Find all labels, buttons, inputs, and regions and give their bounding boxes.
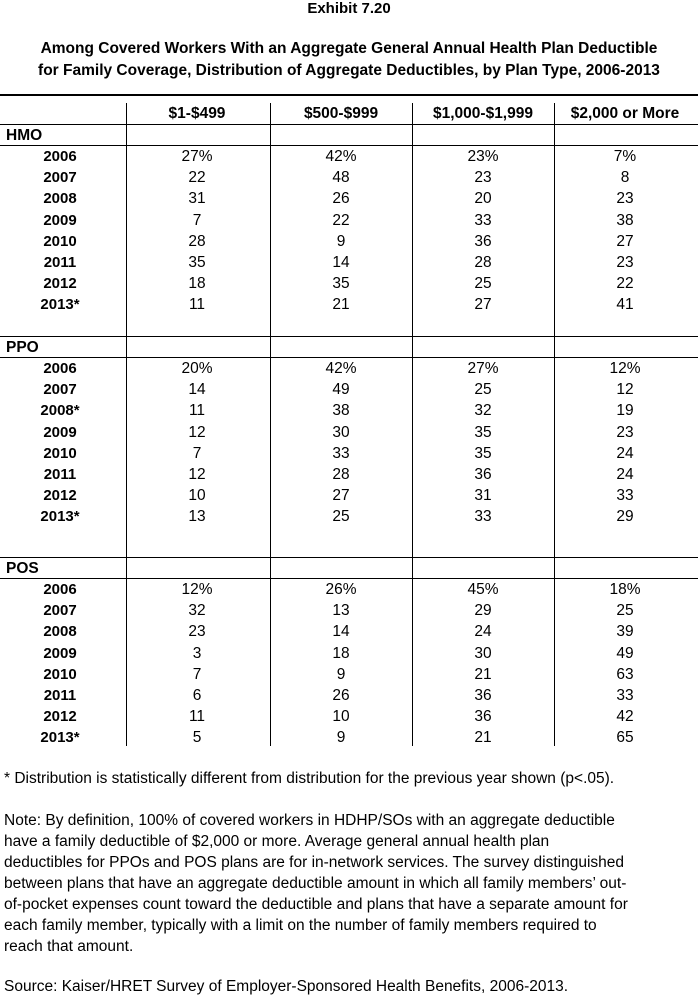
table-cell: 26% [325,581,357,598]
table-cell: 25 [474,275,492,293]
footnote: * Distribution is statistically different from distribution for the previous year shown (p<.05). [4,770,615,787]
table-cell: 49 [616,644,634,662]
table-cell: 25 [616,602,634,620]
year-label: 2010 [43,665,77,683]
table-cell: 48 [332,169,350,187]
table-cell: 36 [474,232,492,250]
year-label: 2008 [43,190,77,208]
table-cell: 18 [332,644,350,662]
table-cell: 32 [188,602,206,620]
table-cell: 33 [616,687,634,704]
year-label: 2011 [43,466,77,483]
year-label: 2007 [43,381,77,399]
grid-vline [126,103,127,125]
year-label: 2012 [43,275,77,293]
table-cell: 42% [325,360,357,377]
table-cell: 33 [474,508,492,526]
table-cell: 18 [188,275,206,293]
note-line: each family member, typically with a limit on the number of family members required to [4,917,597,934]
year-label: 2010 [43,444,77,462]
table-cell: 14 [332,623,350,641]
table-cell: 7 [192,444,202,462]
note-block [4,810,694,957]
column-header: $500-$999 [303,105,379,122]
table-cell: 22 [188,169,206,187]
table-cell: 30 [474,644,492,662]
year-label: 2009 [43,644,77,662]
table-cell: 14 [188,381,206,399]
table-cell: 31 [188,190,206,208]
table-cell: 30 [332,423,350,441]
table-cell: 23% [467,148,499,165]
table-cell: 11 [188,708,206,726]
table-cell: 38 [616,211,634,229]
table-cell: 39 [616,623,634,641]
table-cell: 23 [188,623,206,641]
table-cell: 33 [332,444,350,462]
table-cell: 27% [181,148,213,165]
table-cell: 22 [616,275,634,293]
table-cell: 28 [188,232,206,250]
table-cell: 11 [188,402,206,420]
note-line: reach that amount. [4,938,134,955]
table-cell: 8 [620,169,630,187]
table-cell: 7 [192,211,202,229]
year-label: 2009 [43,211,77,229]
table-cell: 28 [332,466,350,483]
table-cell: 10 [332,708,350,726]
table-cell: 12% [609,360,641,377]
table-cell: 22 [332,211,350,229]
table-cell: 42 [616,708,634,726]
year-label: 2011 [43,254,77,271]
note-line: of-pocket expenses count toward the deductible and plans that have a separate amount for [4,896,628,913]
year-label: 2007 [43,169,77,187]
table-cell: 24 [616,466,634,483]
plan-type-label: HMO [6,127,43,144]
note-line: have a family deductible of $2,000 or more. Average general annual health plan [4,833,550,850]
year-label: 2007 [43,602,77,620]
table-cell: 19 [616,402,634,420]
table-cell: 12 [188,423,206,441]
table-cell: 6 [192,687,202,704]
table-cell: 23 [616,423,634,441]
exhibit-label: Exhibit 7.20 [307,0,391,17]
table-cell: 18% [609,581,641,598]
year-label: 2012 [43,708,77,726]
column-header: $1-$499 [168,105,226,122]
year-label: 2013* [40,729,80,747]
table-cell: 45% [467,581,499,598]
table-cell: 13 [332,602,350,620]
year-label: 2013* [40,296,80,314]
title-line-2: for Family Coverage, Distribution of Aggregate Deductibles, by Plan Type, 2006-2013 [38,62,660,79]
plan-type-label: POS [6,560,39,577]
year-label: 2013* [40,508,80,526]
table-cell: 29 [616,508,634,526]
table-cell: 5 [192,729,202,747]
table-cell: 20% [181,360,213,377]
table-cell: 25 [474,381,492,399]
table-cell: 24 [616,444,634,462]
table-cell: 26 [332,687,350,704]
table-cell: 35 [332,275,350,293]
year-label: 2011 [43,687,77,704]
table-cell: 23 [616,190,634,208]
table-cell: 27% [467,360,499,377]
table-cell: 3 [192,644,202,662]
column-header: $1,000-$1,999 [433,105,533,122]
table-cell: 10 [188,487,206,505]
table-cell: 20 [474,190,492,208]
table-cell: 63 [616,665,634,683]
table-cell: 35 [474,423,492,441]
table-cell: 7% [613,148,637,165]
table-cell: 25 [332,508,350,526]
year-label: 2006 [43,581,77,598]
table-cell: 36 [474,466,492,483]
table-cell: 21 [474,665,492,683]
source-line: Source: Kaiser/HRET Survey of Employer-Sponsored Health Benefits, 2006-2013. [4,978,569,995]
table-cell: 12 [616,381,634,399]
table-cell: 24 [474,623,492,641]
table-cell: 29 [474,602,492,620]
note-line: Note: By definition, 100% of covered workers in HDHP/SOs with an aggregate deductible [4,812,615,829]
table-cell: 36 [474,708,492,726]
year-label: 2006 [43,148,77,165]
table-cell: 42% [325,148,357,165]
table-cell: 12 [188,466,206,483]
column-header: $2,000 or More [570,105,680,122]
table-cell: 13 [188,508,206,526]
table-cell: 27 [616,232,634,250]
table-cell: 27 [474,296,492,314]
table-cell: 33 [616,487,634,505]
table-cell: 33 [474,211,492,229]
grid-vline [270,103,271,125]
table-cell: 35 [474,444,492,462]
year-label: 2008 [43,623,77,641]
grid-hline [0,124,698,125]
table-cell: 7 [192,665,202,683]
grid-vline [554,103,555,125]
table-cell: 14 [332,254,350,271]
table-cell: 21 [332,296,350,314]
table-cell: 21 [474,729,492,747]
table-cell: 32 [474,402,492,420]
table-cell: 9 [336,729,346,747]
table-cell: 23 [616,254,634,271]
grid-vline [412,103,413,125]
table-cell: 41 [616,296,634,314]
year-label: 2012 [43,487,77,505]
table-cell: 65 [616,729,634,747]
note-line: between plans that have an aggregate deductible amount in which all family members’ out- [4,875,627,892]
table-cell: 28 [474,254,492,271]
table-cell: 35 [188,254,206,271]
grid-hline [0,336,698,337]
table-cell: 12% [181,581,213,598]
top-rule [0,94,698,96]
chart-title [0,38,698,82]
year-label: 2009 [43,423,77,441]
year-label: 2006 [43,360,77,377]
table-cell: 31 [474,487,492,505]
year-label: 2010 [43,232,77,250]
table-cell: 38 [332,402,350,420]
table-cell: 26 [332,190,350,208]
note-line: deductibles for PPOs and POS plans are for in-network services. The survey distinguished [4,854,625,871]
table-cell: 11 [188,296,206,314]
table-cell: 23 [474,169,492,187]
table-cell: 36 [474,687,492,704]
grid-hline [0,557,698,558]
table-cell: 9 [336,665,346,683]
table-cell: 27 [332,487,350,505]
table-cell: 49 [332,381,350,399]
title-line-1: Among Covered Workers With an Aggregate General Annual Health Plan Deductible [40,40,658,57]
plan-type-label: PPO [6,339,39,356]
table-cell: 9 [336,232,346,250]
year-label: 2008* [40,402,80,420]
